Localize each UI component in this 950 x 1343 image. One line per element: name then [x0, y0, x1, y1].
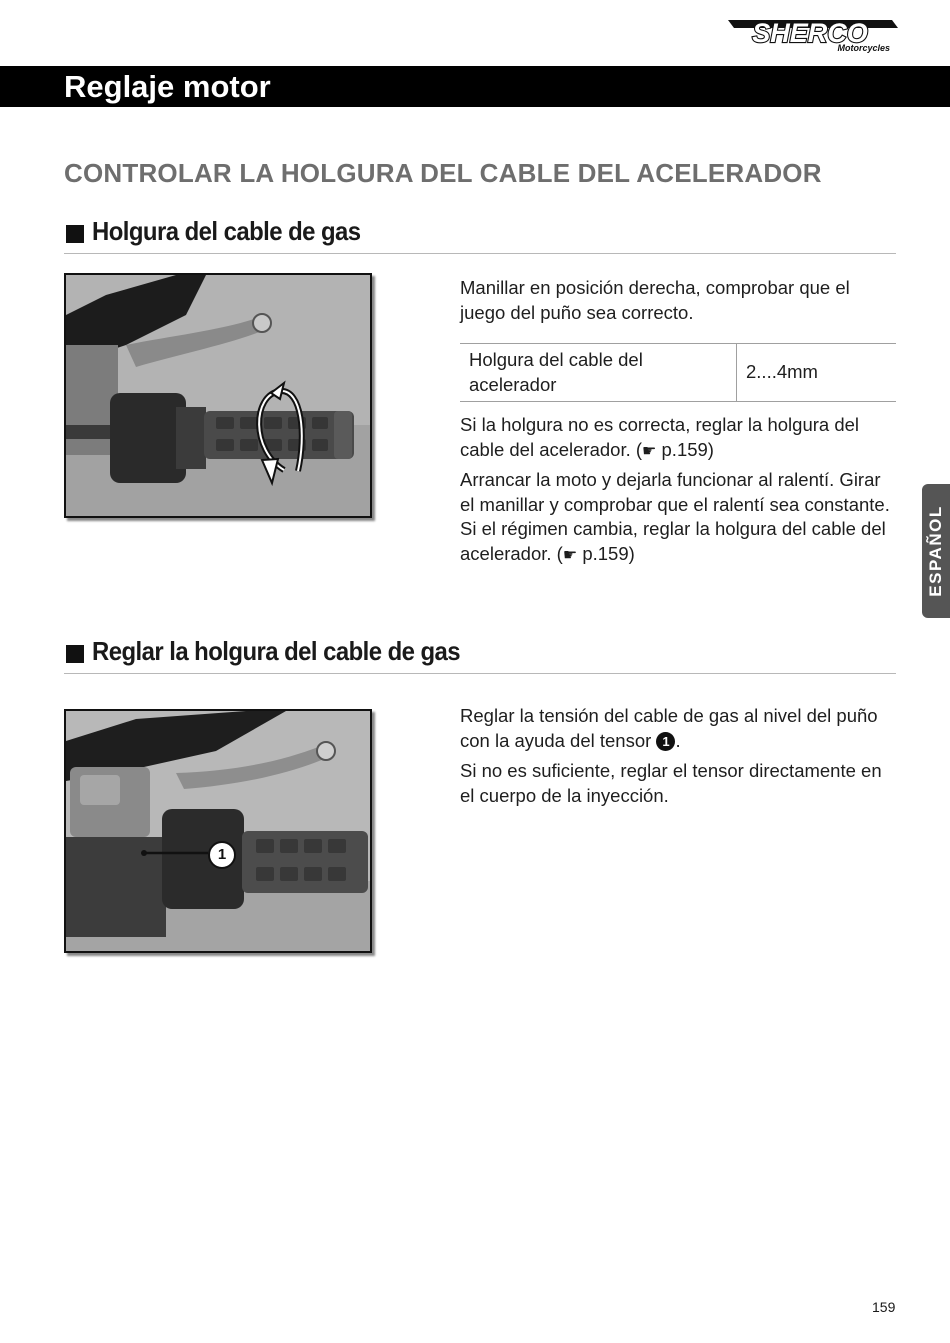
language-side-tab [922, 484, 950, 618]
square-bullet-icon [66, 225, 84, 243]
page-reference-link[interactable]: p.159) [582, 542, 635, 564]
subsection-heading-2-text: Reglar la holgura del cable de gas [92, 636, 461, 666]
language-label: ESPAÑOL [926, 505, 945, 597]
pointing-hand-icon: ☛ [642, 442, 657, 460]
square-bullet-icon [66, 645, 84, 663]
throttle-grip-illustration [66, 275, 370, 516]
page-number: 159 [872, 1299, 896, 1315]
tension-paragraph [460, 704, 900, 753]
pointing-hand-icon: ☛ [562, 546, 578, 564]
logo-subtext: Motorcycles [837, 43, 890, 53]
tension-paragraph-end: . [675, 729, 681, 751]
page-reference-link[interactable]: p.159) [661, 438, 714, 460]
table-divider [736, 344, 737, 401]
cable-tensor-photo [64, 709, 372, 953]
spec-value: 2....4mm [746, 361, 818, 382]
section-heading: CONTROLAR LA HOLGURA DEL CABLE DEL ACELERADOR [64, 158, 822, 188]
page-title-bar [0, 66, 950, 107]
spec-table [460, 343, 896, 402]
idle-check-paragraph-text: Arrancar la moto y dejarla funcionar al ralentí. Girar el manillar y comprobar que el ralentí sea constante. Si el régimen cambia, reglar la holgura del cable del acelerador. ( [460, 469, 890, 564]
throttle-grip-photo [64, 273, 372, 518]
tensor-callout-badge: 1 [208, 841, 236, 869]
subsection-heading-1-text: Holgura del cable de gas [92, 216, 361, 246]
adjust-paragraph [460, 413, 900, 464]
page-title: Reglaje motor [64, 69, 271, 104]
sherco-logo [722, 12, 900, 54]
cable-tensor-illustration [66, 711, 370, 951]
tensor-number-badge: 1 [656, 732, 675, 751]
tension-paragraph-text: Reglar la tensión del cable de gas al nivel del puño con la ayuda del tensor [460, 705, 878, 751]
intro-paragraph: Manillar en posición derecha, comprobar que el juego del puño sea correcto. [460, 277, 850, 323]
injection-paragraph: Si no es suficiente, reglar el tensor directamente en el cuerpo de la inyección. [460, 760, 882, 806]
subsection-heading-1 [64, 213, 896, 254]
idle-check-paragraph [460, 468, 900, 568]
spec-label: Holgura del cable del acelerador [469, 349, 643, 395]
adjust-paragraph-text: Si la holgura no es correcta, reglar la holgura del cable del acelerador. ( [460, 414, 860, 460]
logo-text: SHERCO [752, 18, 868, 48]
subsection-heading-2 [64, 633, 896, 674]
